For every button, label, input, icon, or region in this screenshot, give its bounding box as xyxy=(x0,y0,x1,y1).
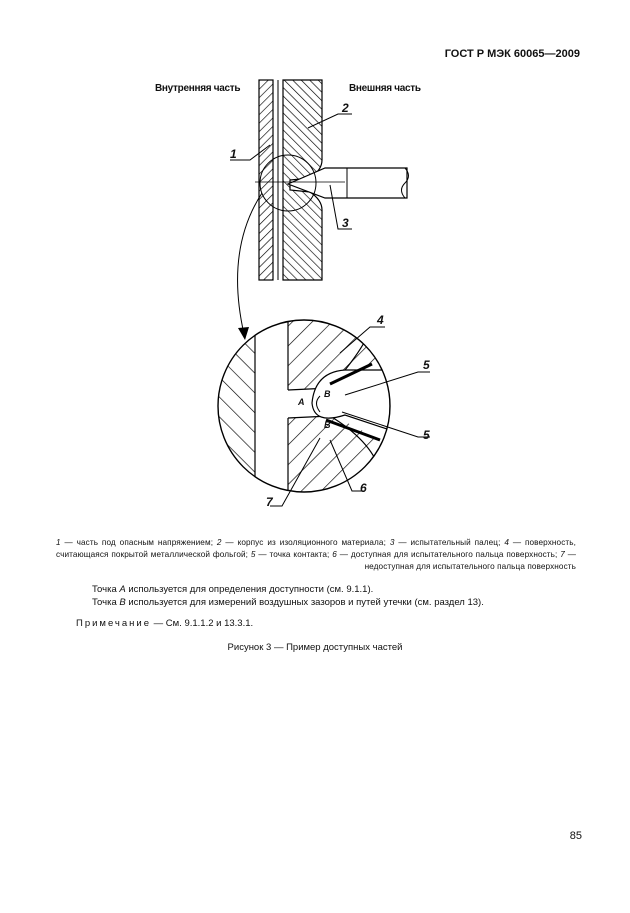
paragraph-point-a xyxy=(92,584,373,595)
legend-text-4: — поверхность, считающаяся покрытой металлической фольгой; xyxy=(56,538,576,559)
legend-num-2: 2 xyxy=(216,538,222,547)
callout-6: 6 xyxy=(360,481,367,495)
document-header: ГОСТ Р МЭК 60065—2009 xyxy=(444,48,580,60)
figure-caption: Рисунок 3 — Пример доступных частей xyxy=(227,642,403,653)
legend-text-2: — корпус из изоляционного материала; xyxy=(221,538,390,547)
paragraph-point-b-var: B xyxy=(119,597,126,608)
point-b-upper-label: B xyxy=(324,389,331,399)
paragraph-point-a-pre: Точка xyxy=(92,584,120,595)
callout-5-lower: 5 xyxy=(423,428,430,442)
legend-num-5: 5 xyxy=(250,550,256,559)
legend-num-7: 7 xyxy=(560,550,565,559)
legend-text-7: — недоступная для испытательного пальца поверхность xyxy=(364,550,576,571)
callout-5-upper: 5 xyxy=(423,358,430,372)
paragraph-point-a-text: используется для определения доступности (см. 9.1.1). xyxy=(125,584,374,595)
callout-2: 2 xyxy=(342,101,349,115)
inner-side-label: Внутренняя часть xyxy=(155,83,241,94)
legend-text-1: — часть под опасным напряжением; xyxy=(60,538,217,547)
detail-view xyxy=(210,310,400,510)
note-text: — См. 9.1.1.2 и 13.3.1. xyxy=(151,618,254,629)
paragraph-point-b-text: используется для измерений воздушных зазоров и путей утечки (см. раздел 13). xyxy=(125,597,484,608)
callout-3: 3 xyxy=(342,216,349,230)
live-part-strip xyxy=(259,80,273,280)
callout-4: 4 xyxy=(377,313,384,327)
outer-side-label: Внешняя часть xyxy=(349,83,421,94)
legend-num-3: 3 xyxy=(389,538,395,547)
point-a-label: A xyxy=(298,397,305,407)
figure-legend xyxy=(56,537,576,573)
paragraph-point-b xyxy=(92,597,484,608)
page-number: 85 xyxy=(569,830,582,842)
legend-text-3: — испытательный палец; xyxy=(394,538,505,547)
paragraph-point-b-pre: Точка xyxy=(92,597,120,608)
paragraph-point-a-var: A xyxy=(119,584,126,595)
callout-1: 1 xyxy=(230,147,237,161)
legend-num-6: 6 xyxy=(332,550,337,559)
point-b-lower-label: B xyxy=(324,420,331,430)
legend-text-5: — точка контакта; xyxy=(255,550,333,559)
legend-num-1: 1 xyxy=(56,538,61,547)
legend-num-4: 4 xyxy=(504,538,509,547)
callout-7: 7 xyxy=(266,495,273,509)
note-label: Примечание xyxy=(76,618,151,629)
note xyxy=(76,618,253,629)
legend-text-6: — доступная для испытательного пальца поверхность; xyxy=(336,550,561,559)
